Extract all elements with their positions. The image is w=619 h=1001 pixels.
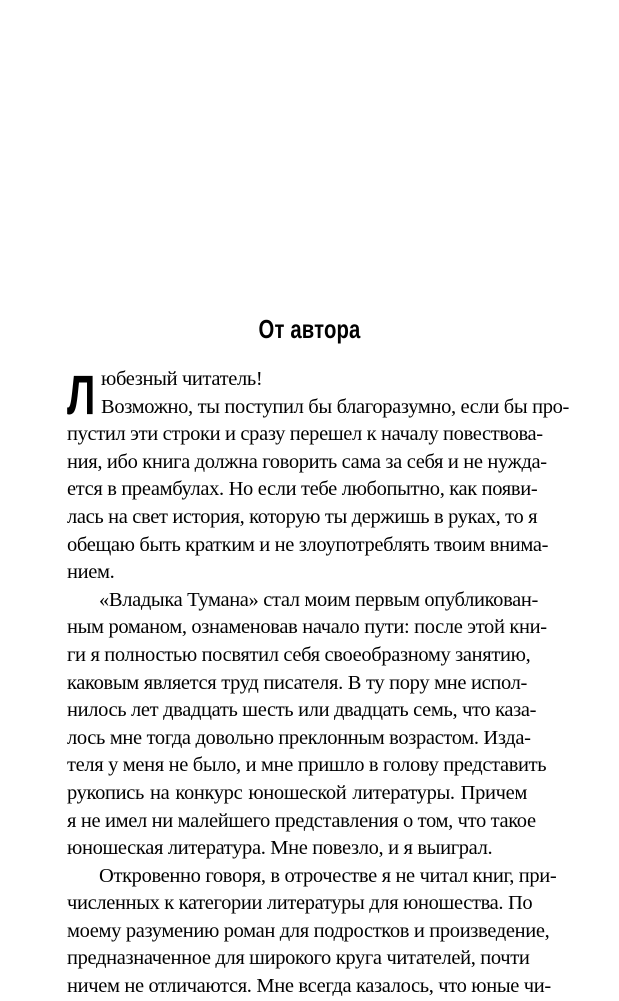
text-line: Возможно, ты поступил бы благоразумно, если бы про- [101,395,569,418]
text-line: ния, ибо книга должна говорить сама за себя и не нужда- [67,450,547,473]
text-line: лось мне тогда довольно преклонным возрастом. Изда- [67,726,531,749]
text-line: нием. [67,561,115,584]
text-line: «Владыка Тумана» стал моим первым опубликован- [99,588,538,611]
text-line: каковым является труд писателя. В ту пору мне испол- [67,671,527,694]
text-line: ным романом, ознаменовав начало пути: после этой кни- [67,616,547,639]
text-line: моему разумению роман для подростков и произведение, [67,919,550,942]
text-line: я не имел ни малейшего представления о том, что такое [67,809,536,832]
text-line: ничем не отличаются. Мне всегда казалось, что юные чи- [67,975,551,998]
text-line: предназначенное для широкого круга читателей, почти [67,947,530,970]
text-line: обещаю быть кратким и не злоупотреблять твоим внима- [67,533,549,556]
text-line: юношеская литература. Мне повезло, и я выиграл. [67,837,493,860]
body-text [67,363,569,1001]
chapter-title: От автора [258,314,361,344]
drop-cap: Л [67,363,96,426]
text-line: юбезный читатель! [101,368,263,390]
text-line: ги я полностью посвятил себя своеобразному занятию, [67,643,531,666]
text-line: ется в преамбулах. Но если тебе любопытно, как появи- [67,478,538,501]
text-line: пустил эти строки и сразу перешел к началу повествова- [67,423,543,446]
text-line: численных к категории литературы для юношества. По [67,892,533,915]
text-line: нилось лет двадцать шесть или двадцать семь, что каза- [67,699,537,722]
text-line: рукопись на конкурс юношеской литературы. Причем [67,781,527,804]
text-line: Откровенно говоря, в отрочестве я не читал книг, при- [99,864,557,887]
text-line: теля у меня не было, и мне пришло в голову представить [67,754,547,777]
text-line: лась на свет история, которую ты держишь в руках, то я [67,505,538,528]
